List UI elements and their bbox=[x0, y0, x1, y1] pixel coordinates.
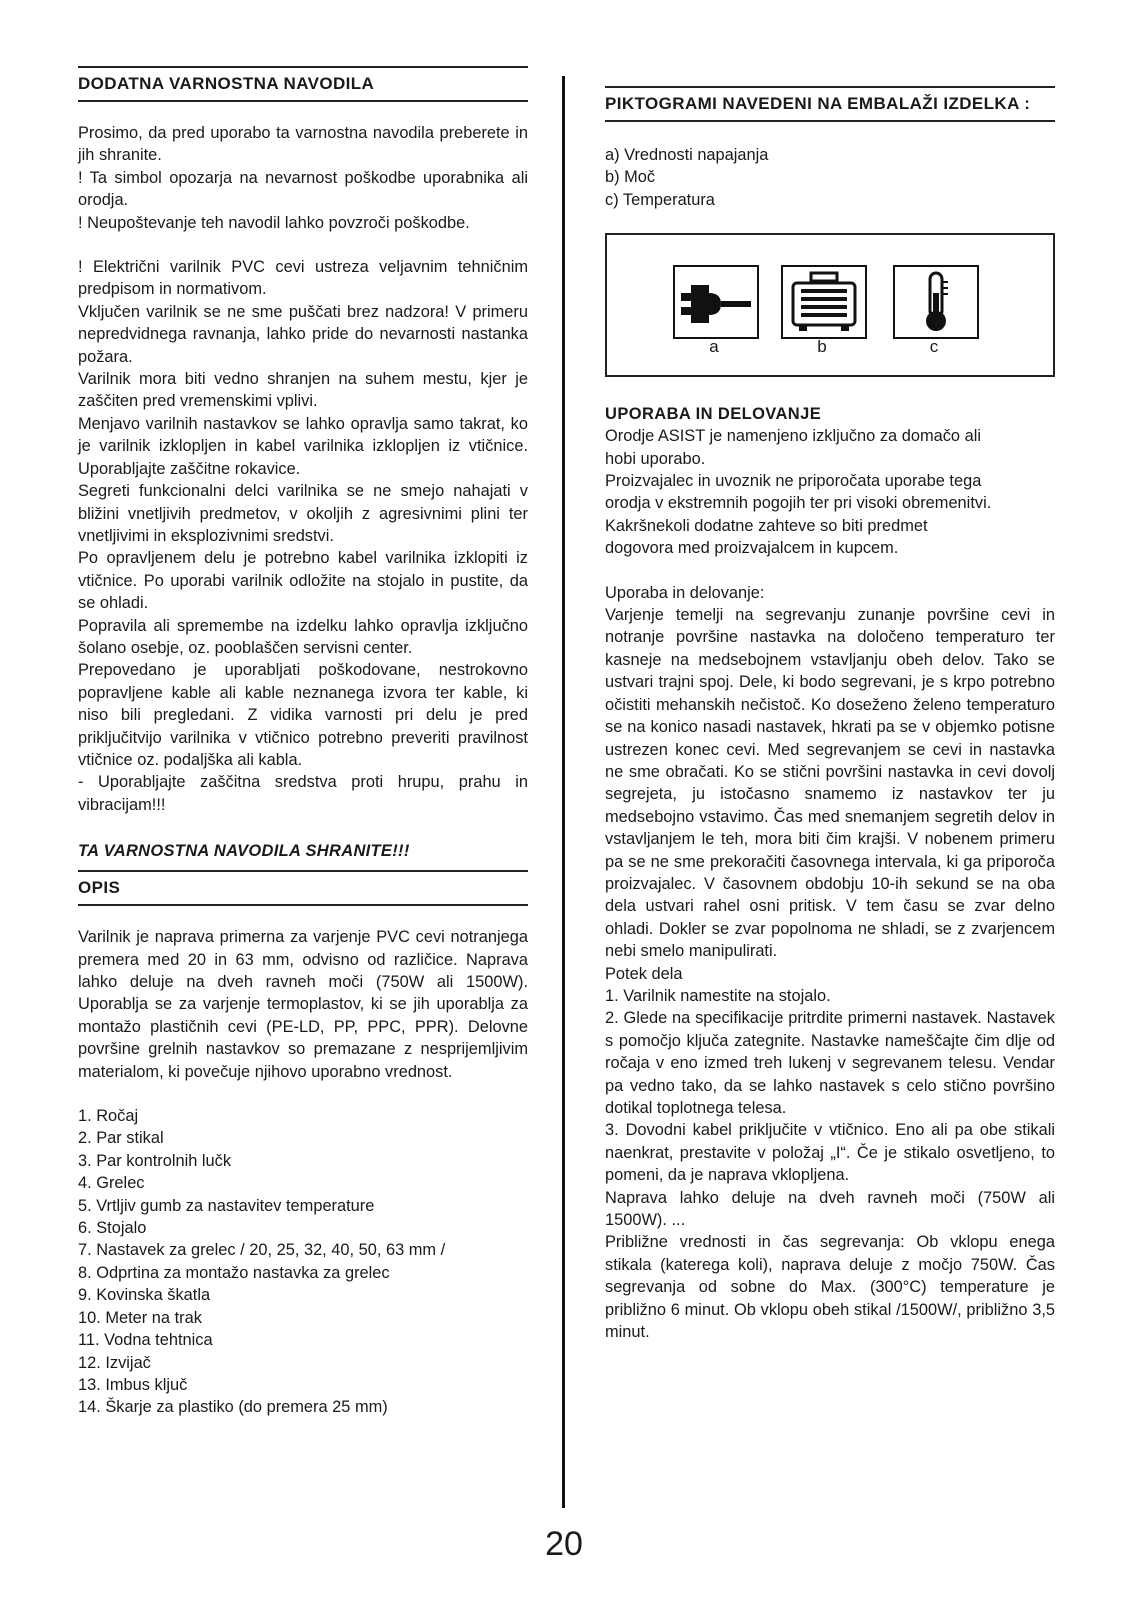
list-item: 14. Škarje za plastiko (do premera 25 mm) bbox=[78, 1398, 388, 1417]
right-column bbox=[605, 86, 1055, 1343]
list-item: 4. Grelec bbox=[78, 1174, 145, 1193]
usage-intro: Orodje ASIST je namenjeno izključno za domačo ali hobi uporabo. Proizvajalec in uvoznik ne priporočata uporabe tega orodja v ekstremnih pogojih ter pri visoki obremenitvi. Kakršnekoli dodatne zahteve so biti predmet dogovora med proizvajalcem in kupcem. bbox=[605, 427, 992, 558]
list-item: 3. Par kontrolnih lučk bbox=[78, 1151, 232, 1170]
list-item: 9. Kovinska škatla bbox=[78, 1286, 211, 1305]
list-item: 1. Ročaj bbox=[78, 1107, 139, 1126]
pictogram-legend: a) Vrednosti napajanja b) Moč c) Temperatura bbox=[605, 146, 769, 209]
list-item: 7. Nastavek za grelec / 20, 25, 32, 40, 50, 63 mm / bbox=[78, 1241, 446, 1260]
list-item: 6. Stojalo bbox=[78, 1219, 147, 1238]
parts-list bbox=[78, 1105, 528, 1419]
list-item: 5. Vrtljiv gumb za nastavitev temperature bbox=[78, 1196, 375, 1215]
safety-heading: DODATNA VARNOSTNA NAVODILA bbox=[78, 66, 528, 102]
thermometer-icon bbox=[893, 265, 979, 339]
list-item: 8. Odprtina za montažo nastavka za grelec bbox=[78, 1263, 390, 1282]
pictograms-heading: PIKTOGRAMI NAVEDENI NA EMBALAŽI IZDELKA : bbox=[605, 86, 1055, 122]
list-item: 11. Vodna tehtnica bbox=[78, 1331, 213, 1350]
list-item: 13. Imbus ključ bbox=[78, 1375, 188, 1394]
icon-label-a: a bbox=[709, 337, 719, 357]
list-item: 2. Par stikal bbox=[78, 1129, 164, 1148]
motor-icon bbox=[781, 265, 867, 339]
pictogram-box bbox=[605, 233, 1055, 377]
icon-label-b: b bbox=[817, 337, 827, 357]
safety-intro: Prosimo, da pred uporabo ta varnostna navodila preberete in jih shranite. ! Ta simbol opozarja na nevarnost poškodbe uporabnika ali orodja. ! Neupoštevanje teh navodil lahko povzroči poškodbe. bbox=[78, 124, 528, 232]
safety-instructions: ! Električni varilnik PVC cevi ustreza veljavnim tehničnim predpisom in normativom. Vključen varilnik se ne sme puščati brez nadzora! V primeru nepredvidnega ravnanja, lahko pride do nevarnosti nastanka požara. Varilnik mora biti vedno shranjen na suhem mestu, kjer je zaščiten pred vremenskimi vplivi. Menjavo varilnih nastavkov se lahko opravlja samo takrat, ko je varilnik izklopljen in kabel varilnika izklopljen iz vtičnice. Uporabljajte zaščitne rokavice. Segreti funkcionalni delci varilnika se ne smejo nahajati v bližini vnetljivih predmetov, v okoljih z agresivnimi plini ter vnetljivimi in eksplozivnimi sredstvi. Po opravljenem delu je potrebno kabel varilnika izklopiti iz vtičnice. Po uporabi varilnik odložite na stojalo in pustite, da se ohladi. Popravila ali spremembe na izdelku lahko opravlja izključno šolano osebje, oz. pooblaščen servisni center. Prepovedano je uporabljati poškodovane, nestrokovno popravljene kable ali kable neznanega izvora ter kable, ki niso bili pregledani. Z vidika varnosti pri delu je pred priključitvijo varilnika v vtičnico potrebno preveriti pravilnost vtičnice oz. podaljška ali kabla. - Uporabljajte zaščitna sredstva proti hrupu, prahu in vibracijam!!! bbox=[78, 258, 528, 814]
page-number: 20 bbox=[545, 1525, 583, 1563]
keep-instructions-warning: TA VARNOSTNA NAVODILA SHRANITE!!! bbox=[78, 842, 410, 861]
description-text: Varilnik je naprava primerna za varjenje PVC cevi notranjega premera med 20 in 63 mm, odvisno od različice. Naprava lahko deluje na dveh ravneh moči (750W ali 1500W). Uporablja se za varjenje termoplastov, ki se jih uporablja za montažo plastičnih cevi (PE-LD, PP, PPC, PPR). Delovne površine grelnih nastavkov so premazane z nesprijemljivim materialom, ki povečuje njihovo uporabno vrednost. bbox=[78, 928, 528, 1081]
plug-icon bbox=[673, 265, 759, 339]
description-heading: OPIS bbox=[78, 870, 528, 906]
list-item: 10. Meter na trak bbox=[78, 1308, 202, 1327]
left-column bbox=[78, 66, 528, 1419]
usage-heading: UPORABA IN DELOVANJE bbox=[605, 405, 822, 424]
list-item: 12. Izvijač bbox=[78, 1353, 151, 1372]
column-divider bbox=[562, 76, 565, 1508]
usage-text: Uporaba in delovanje: Varjenje temelji na segrevanju zunanje površine cevi in notranje površine nastavka na določeno temperaturo ter kasneje na medsebojnem vstavljanju obeh delov. Tako se ustvari trajni spoj. Dele, ki bodo segrevani, je s krpo potrebno očistiti mehanskih nečistoč. Ko doseženo želeno temperaturo se na konico nasadi nastavek, hkrati pa se v objemko potisne ustrezen konec cevi. Med segrevanjem se cevi in nastavka ne sme obračati. Ko se stični površini nastavka in cevi dovolj segrejeta, ju istočasno snamemo iz nastavkov ter ju medsebojno vstavimo. Čas med snemanjem segretih delov in vstavljanjem le teh, mora biti čim krajši. V nobenem primeru pa se ne sme prekoračiti časovnega intervala, ki ga priporoča proizvajalec. V časovnem obdobju 10-ih sekund se na oba dela ustvari rahel osni pritisk. V tem času se zvar delno ohladi. Dokler se zvar popolnoma ne shladi, se z zvarjencem nebi smelo manipulirati. Potek dela 1. Varilnik namestite na stojalo. 2. Glede na specifikacije pritrdite primerni nastavek. Nastavek s pomočjo ključa zategnite. Nastavke nameščajte čim dlje od ročaja v eno izmed treh lukenj v segrevanem telesu. Vendar pa vedno tako, da se lahko nastavek s celo stično površino dotikal toplotnega telesa. 3. Dovodni kabel priključite v vtičnico. Eno ali pa obe stikali naenkrat, prestavite v položaj „I“. Če je stikalo osvetljeno, to pomeni, da je naprava vklopljena. Naprava lahko deluje na dveh ravneh moči (750W ali 1500W). ... Približne vrednosti in čas segrevanja: Ob vklopu enega stikala (katerega koli), naprava deluje z močjo 750W. Čas segrevanja od sobne do Max. (300°C) temperature je približno 6 minut. Ob vklopu obeh stikal /1500W/, približno 3,5 minut. bbox=[605, 583, 1055, 1342]
icon-label-c: c bbox=[929, 337, 939, 357]
